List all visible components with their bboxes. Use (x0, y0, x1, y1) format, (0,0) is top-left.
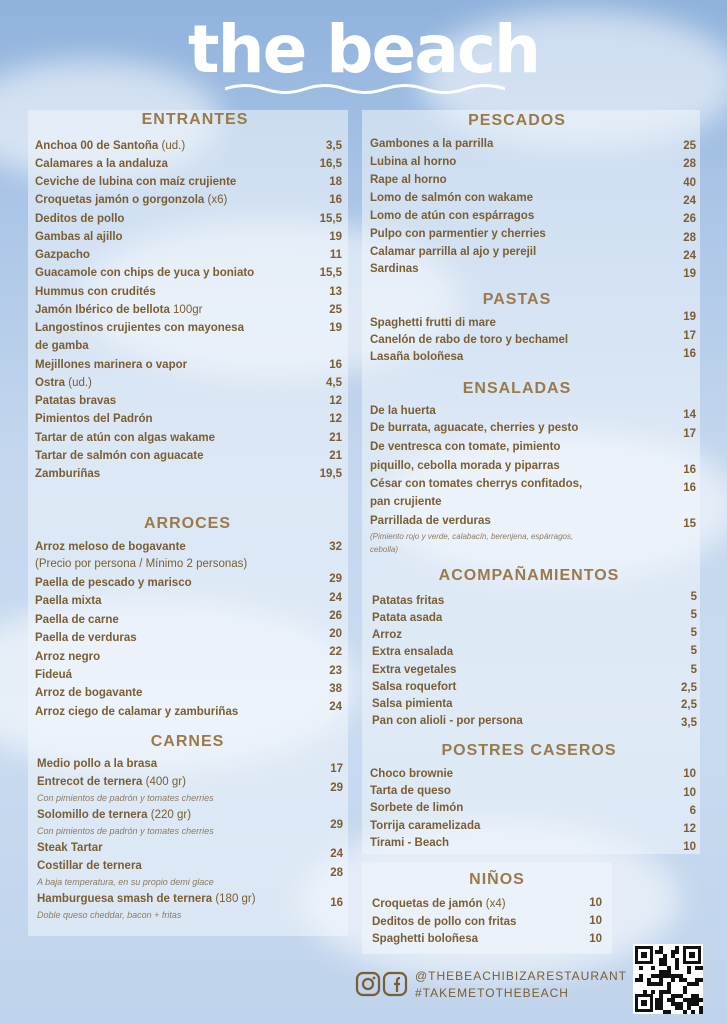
menu-item-name: César con tomates cherrys confitados, (370, 478, 583, 490)
menu-item-price: 15 (683, 518, 696, 530)
menu-item-name: Arroz de bogavante (35, 687, 143, 699)
menu-item-name: Extra ensalada (372, 646, 454, 658)
menu-item-name: Gambas al ajillo (35, 231, 123, 243)
menu-item-price: 25 (683, 140, 696, 152)
menu-item-name: de gamba (35, 340, 89, 352)
menu-item-name: Lomo de salmón con wakame (370, 192, 533, 204)
menu-item-name: Arroz ciego de calamar y zamburiñas (35, 706, 239, 718)
menu-item-price: 24 (683, 250, 696, 262)
menu-item-price: 19 (329, 231, 342, 243)
menu-item-price: 19 (683, 268, 696, 280)
menu-item-name: Torrija caramelizada (370, 820, 481, 832)
menu-item-price: 16,5 (319, 158, 342, 170)
menu-item-price: 29 (330, 782, 343, 794)
menu-item-price: 38 (329, 683, 342, 695)
menu-item-name: Solomillo de ternera (220 gr) (37, 809, 192, 821)
menu-item-name: Calamares a la andaluza (35, 158, 168, 170)
instagram-icon[interactable] (355, 971, 381, 997)
menu-item-name: Lasaña boloñesa (370, 351, 464, 363)
menu-item-price: 40 (683, 177, 696, 189)
qr-code[interactable] (633, 944, 703, 1014)
menu-item-name: Spaghetti boloñesa (372, 933, 479, 945)
menu-item-desc: A baja temperatura, en su propio demi glace (37, 877, 214, 887)
menu-item-name: Tartar de atún con algas wakame (35, 432, 216, 444)
menu-item-name: De la huerta (370, 405, 436, 417)
menu-item-name: Deditos de pollo (35, 213, 125, 225)
menu-item-name: Croquetas jamón o gorgonzola (x6) (35, 194, 228, 206)
menu-item-price: 3,5 (681, 717, 697, 729)
menu-item-name: pan crujiente (370, 496, 442, 508)
menu-item-price: 12 (329, 395, 342, 407)
menu-item-price: 5 (690, 664, 697, 676)
menu-item-price: 2,5 (681, 699, 697, 711)
menu-item-name: Extra vegetales (372, 664, 457, 676)
menu-item-price: 5 (690, 645, 697, 657)
menu-item-name: Entrecot de ternera (400 gr) (37, 776, 186, 788)
menu-item-price: 16 (330, 897, 343, 909)
menu-item-price: 10 (589, 933, 602, 945)
menu-item-name: Sardinas (370, 263, 419, 275)
menu-item-price: 20 (329, 628, 342, 640)
menu-item-name: De ventresca con tomate, pimiento (370, 441, 561, 453)
menu-item-price: 25 (329, 304, 342, 316)
menu-item-price: 19 (683, 311, 696, 323)
menu-item-price: 16 (683, 464, 696, 476)
menu-item-price: 21 (329, 450, 342, 462)
menu-item-name: Gambones a la parrilla (370, 138, 494, 150)
section-title-acompanamientos: ACOMPAÑAMIENTOS (438, 567, 620, 584)
menu-item-price: 22 (329, 646, 342, 658)
menu-item-price: 24 (329, 701, 342, 713)
menu-item-price: 3,5 (326, 140, 342, 152)
menu-item-desc: Doble queso cheddar, bacon + fritas (37, 910, 182, 920)
menu-item-price: 12 (329, 413, 342, 425)
menu-item-name: Sorbete de limón (370, 802, 464, 814)
menu-item-price: 6 (689, 805, 696, 817)
menu-item-name: Patatas fritas (372, 595, 445, 607)
menu-item-name: Salsa pimienta (372, 698, 453, 710)
menu-item-price: 19 (329, 322, 342, 334)
section-title-postres: POSTRES CASEROS (441, 742, 617, 759)
menu-item-price: 28 (330, 867, 343, 879)
menu-item-price: 21 (329, 432, 342, 444)
menu-item-price: 26 (683, 213, 696, 225)
menu-item-price: 24 (330, 848, 343, 860)
menu-item-price: 5 (690, 627, 697, 639)
menu-item-price: 10 (683, 787, 696, 799)
ensaladas-desc2: cebolla) (370, 545, 399, 554)
menu-item-price: 15,5 (319, 213, 342, 225)
menu-item-name: Lubina al horno (370, 156, 457, 168)
menu-item-price: 17 (683, 330, 696, 342)
section-title-ensaladas: ENSALADAS (462, 380, 572, 397)
menu-item-name: Medio pollo a la brasa (37, 758, 158, 770)
menu-item-name: Deditos de pollo con fritas (372, 916, 517, 928)
menu-item-name: Tirami - Beach (370, 837, 450, 849)
instagram-handle[interactable]: @THEBEACHIBIZARESTAURANT (415, 969, 627, 983)
section-title-entrantes: ENTRANTES (141, 111, 249, 128)
menu-item-price: 13 (329, 286, 342, 298)
menu-item-name: Ceviche de lubina con maíz crujiente (35, 176, 237, 188)
menu-item-price: 24 (329, 592, 342, 604)
menu-item-price: 29 (330, 819, 343, 831)
section-title-ninos: NIÑOS (469, 871, 525, 888)
menu-item-name: Arroz negro (35, 651, 101, 663)
menu-item-price: 28 (683, 158, 696, 170)
menu-item-name: piquillo, cebolla morada y piparras (370, 460, 560, 472)
menu-item-price: 11 (329, 249, 342, 261)
section-title-carnes: CARNES (150, 733, 225, 750)
menu-item-price: 19,5 (319, 468, 342, 480)
menu-item-price: 24 (683, 195, 696, 207)
menu-item-name: Hamburguesa smash de ternera (180 gr) (37, 893, 256, 905)
menu-item-name: Langostinos crujientes con mayonesa (35, 322, 244, 334)
menu-item-price: 10 (589, 915, 602, 927)
menu-item-name: Patata asada (372, 612, 443, 624)
menu-item-name: Croquetas de jamón (x4) (372, 898, 506, 910)
menu-item-name: Arroz meloso de bogavante (35, 541, 186, 553)
menu-item-name: Zamburiñas (35, 468, 101, 480)
menu-item-name: Ostra (ud.) (35, 377, 92, 389)
hashtag: #TAKEMETOTHEBEACH (415, 986, 569, 1000)
menu-item-price: 16 (683, 348, 696, 360)
facebook-icon[interactable] (382, 971, 408, 997)
menu-item-price: 17 (683, 428, 696, 440)
menu-item-price: 32 (329, 541, 342, 553)
social-handles (415, 968, 627, 1002)
menu-item-name: Pimientos del Padrón (35, 413, 153, 425)
menu-item-name: Paella mixta (35, 595, 102, 607)
menu-item-name: Guacamole con chips de yuca y boniato (35, 267, 255, 279)
menu-item-name: Paella de carne (35, 614, 119, 626)
menu-item-price: 10 (589, 897, 602, 909)
menu-item-name: Calamar parrilla al ajo y perejil (370, 246, 537, 258)
menu-item-name: Anchoa 00 de Santoña (ud.) (35, 140, 186, 152)
menu-item-name: Gazpacho (35, 249, 90, 261)
menu-item-name: Rape al horno (370, 174, 447, 186)
brand-logo (0, 10, 727, 90)
menu-item-price: 10 (683, 841, 696, 853)
menu-item-name: Salsa roquefort (372, 681, 457, 693)
menu-item-price: 17 (330, 763, 343, 775)
menu-item-desc: Con pimientos de padrón y tomates cherries (37, 826, 214, 836)
menu-item-price: 14 (683, 409, 696, 421)
menu-item-price: 18 (329, 176, 342, 188)
menu-item-price: 5 (690, 591, 697, 603)
menu-item-name: Pulpo con parmentier y cherries (370, 228, 546, 240)
menu-item-price: 2,5 (681, 682, 697, 694)
menu-item-price: 16 (683, 482, 696, 494)
section-title-arroces: ARROCES (143, 515, 231, 532)
brand-name: the beach (188, 11, 539, 88)
menu-item-name: Jamón Ibérico de bellota 100gr (35, 304, 203, 316)
menu-item-name: Choco brownie (370, 768, 454, 780)
menu-item-desc: Con pimientos de padrón y tomates cherries (37, 793, 214, 803)
menu-item-name: Canelón de rabo de toro y bechamel (370, 334, 569, 346)
menu-item-price: 16 (329, 194, 342, 206)
menu-item-price: 16 (329, 359, 342, 371)
section-title-pastas: PASTAS (482, 291, 552, 308)
menu-item-name: Costillar de ternera (37, 860, 142, 872)
menu-item-price: 28 (683, 232, 696, 244)
menu-item-name: Lomo de atún con espárragos (370, 210, 535, 222)
menu-item-name: Spaghetti frutti di mare (370, 317, 496, 329)
menu-item-name: Parrillada de verduras (370, 515, 491, 527)
ensaladas-desc: (Pimiento rojo y verde, calabacín, berenjena, espárragos, (370, 532, 574, 541)
menu-item-name: De burrata, aguacate, cherries y pesto (370, 422, 579, 434)
qr-code-icon (633, 944, 703, 1014)
menu-item-name: Tartar de salmón con aguacate (35, 450, 204, 462)
menu-item-price: 29 (329, 573, 342, 585)
menu-item-name: Paella de verduras (35, 632, 137, 644)
wave-icon (225, 82, 505, 96)
menu-item-price: 10 (683, 768, 696, 780)
menu-item-price: 26 (329, 610, 342, 622)
menu-item-price: 4,5 (326, 377, 342, 389)
menu-item-price: 12 (683, 823, 696, 835)
menu-item-name: Paella de pescado y marisco (35, 577, 192, 589)
menu-item-name: Fideuá (35, 669, 73, 681)
section-title-pescados: PESCADOS (468, 112, 566, 129)
menu-item-price: 23 (329, 665, 342, 677)
menu-item-name: Tarta de queso (370, 785, 451, 797)
menu-item-name: Arroz (372, 629, 403, 641)
menu-item-price: 15,5 (319, 267, 342, 279)
menu-item-name: Steak Tartar (37, 842, 103, 854)
arroces-subnote: (Precio por persona / Mínimo 2 personas) (35, 558, 248, 570)
menu-item-price: 5 (690, 609, 697, 621)
menu-item-name: Hummus con crudités (35, 286, 156, 298)
menu-item-name: Pan con alioli - por persona (372, 715, 523, 727)
menu-item-name: Mejillones marinera o vapor (35, 359, 188, 371)
menu-item-name: Patatas bravas (35, 395, 117, 407)
